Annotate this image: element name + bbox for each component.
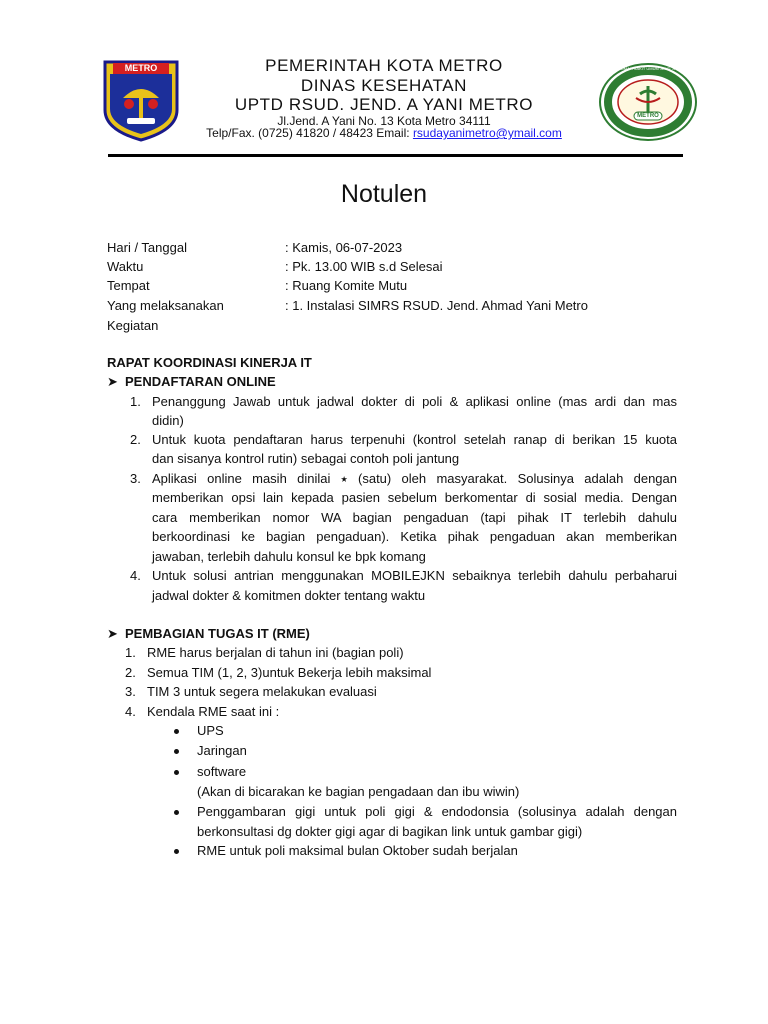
bullet-icon bbox=[174, 749, 179, 754]
bullet-item-line: Jaringan bbox=[197, 743, 247, 758]
subsection-title: PENDAFTARAN ONLINE bbox=[125, 374, 276, 389]
bullet-icon bbox=[174, 810, 179, 815]
bullet-item-line: RME untuk poli maksimal bulan Oktober sudah berjalan bbox=[197, 843, 518, 858]
subsection-title: PEMBAGIAN TUGAS IT (RME) bbox=[125, 626, 310, 641]
list-number: 2. bbox=[125, 665, 136, 680]
list-item-line: Untuk kuota pendaftaran harus terpenuhi (kontrol setelah ranap di berikan 15 kuota bbox=[152, 432, 677, 447]
info-label: Yang melaksanakan bbox=[107, 298, 224, 313]
bullet-icon bbox=[174, 770, 179, 775]
section-title: RAPAT KOORDINASI KINERJA IT bbox=[107, 355, 312, 370]
bullet-item-line: software bbox=[197, 764, 247, 779]
info-label: Kegiatan bbox=[107, 318, 159, 333]
list-item-line: jadwal dokter & komitmen dokter tentang waktu bbox=[152, 588, 426, 603]
list-number: 3. bbox=[125, 684, 136, 699]
list-item-line: Penanggung Jawab untuk jadwal dokter di poli & aplikasi online (mas ardi dan mas bbox=[152, 394, 677, 409]
list-item-line: Untuk solusi antrian menggunakan MOBILEJKN sebaiknya terlebih dahulu perbaharui bbox=[152, 568, 677, 583]
list-number: 3. bbox=[130, 471, 141, 486]
header-government: PEMERINTAH KOTA METRO bbox=[265, 56, 503, 75]
arrow-icon: ➤ bbox=[107, 374, 118, 389]
list-item-line: dan sisanya kontrol rutin) sebagai contoh poli jantung bbox=[152, 451, 460, 466]
header-department: DINAS KESEHATAN bbox=[300, 76, 468, 95]
info-label: Tempat bbox=[107, 278, 150, 293]
email-link[interactable]: rsudayanimetro@ymail.com bbox=[412, 126, 562, 140]
header-address: Jl.Jend. A Yani No. 13 Kota Metro 34111 bbox=[277, 114, 491, 128]
hospital-seal-ring-text: RUMAH SAKIT UMUM JEND. A YANI bbox=[618, 66, 685, 71]
list-item-line: berkoordinasi ke bagian pengaduan). Ketika pihak pengaduan akan memberikan bbox=[152, 529, 677, 544]
hospital-seal-label: METRO bbox=[637, 113, 659, 119]
list-number: 2. bbox=[130, 432, 141, 447]
list-item-line: Aplikasi online masih dinilai ⭑ (satu) oleh masyarakat. Solusinya adalah dengan bbox=[152, 471, 677, 486]
bullet-item-line: (Akan di bicarakan ke bagian pengadaan dan ibu wiwin) bbox=[197, 784, 520, 799]
list-item-line: Semua TIM (1, 2, 3)untuk Bekerja lebih maksimal bbox=[147, 665, 432, 680]
info-value: : Pk. 13.00 WIB s.d Selesai bbox=[285, 259, 443, 274]
header-institution: UPTD RSUD. JEND. A YANI METRO bbox=[234, 95, 534, 114]
list-item-line: jawaban, terlebih dahulu konsul ke bpk komang bbox=[152, 549, 426, 564]
header-phone: Telp/Fax. (0725) 41820 / 48423 Email: bbox=[206, 126, 413, 140]
list-number: 1. bbox=[130, 394, 141, 409]
list-item-line: memberikan opsi lain kepada pasien sebelum berkomentar di sosial media. Dengan bbox=[152, 490, 677, 505]
bullet-icon bbox=[174, 849, 179, 854]
list-number: 1. bbox=[125, 645, 136, 660]
bullet-item-line: UPS bbox=[197, 723, 224, 738]
list-number: 4. bbox=[125, 704, 136, 719]
header-divider bbox=[108, 154, 683, 157]
document-title: Notulen bbox=[340, 180, 428, 208]
list-item-line: didin) bbox=[152, 413, 184, 428]
bullet-item-line: berkonsultasi dg dokter gigi agar di bagikan link untuk gambar gigi) bbox=[197, 824, 583, 839]
city-emblem-label: METRO bbox=[124, 63, 158, 73]
bullet-icon bbox=[174, 729, 179, 734]
bullet-item-line: Penggambaran gigi untuk poli gigi & endodonsia (solusinya adalah dengan bbox=[197, 804, 677, 819]
arrow-icon: ➤ bbox=[107, 626, 118, 641]
info-value: : 1. Instalasi SIMRS RSUD. Jend. Ahmad Yani Metro bbox=[285, 298, 588, 313]
info-value: : Ruang Komite Mutu bbox=[285, 278, 408, 293]
info-label: Waktu bbox=[107, 259, 144, 274]
info-label: Hari / Tanggal bbox=[107, 240, 187, 255]
list-item-line: Kendala RME saat ini : bbox=[147, 704, 280, 719]
info-value: : Kamis, 06-07-2023 bbox=[285, 240, 403, 255]
list-item-line: TIM 3 untuk segera melakukan evaluasi bbox=[147, 684, 377, 699]
header-contact bbox=[0, 126, 768, 140]
list-item-line: cara memberikan nomor WA bagian pengaduan (tapi pihak IT terlebih dahulu bbox=[152, 510, 677, 525]
list-number: 4. bbox=[130, 568, 141, 583]
list-item-line: RME harus berjalan di tahun ini (bagian poli) bbox=[147, 645, 404, 660]
